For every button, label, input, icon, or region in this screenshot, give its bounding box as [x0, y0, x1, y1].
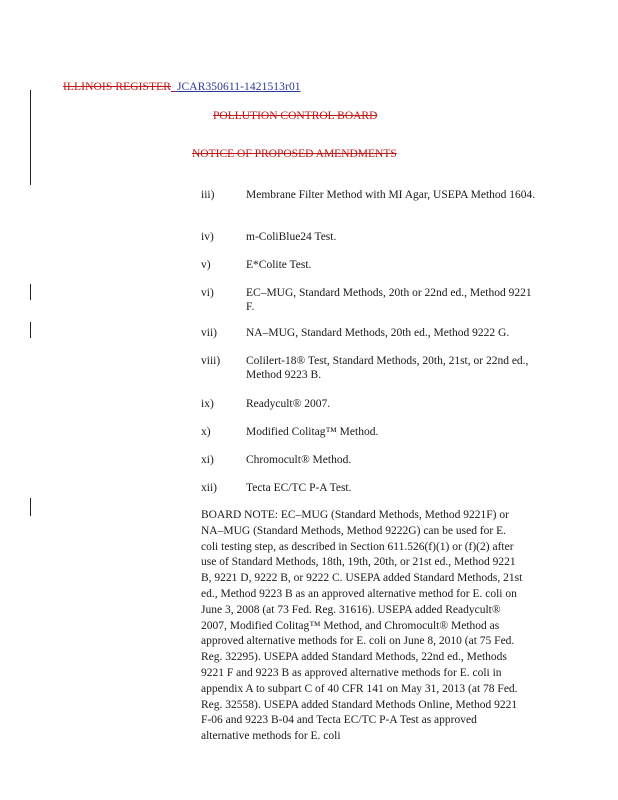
- item-number: vii): [201, 327, 217, 339]
- board-title: POLLUTION CONTROL BOARD: [213, 110, 378, 122]
- list-item: [201, 354, 541, 384]
- list-item: [201, 230, 541, 246]
- change-bar: [30, 90, 31, 185]
- item-text: Chromocult® Method.: [246, 454, 352, 466]
- item-number: iv): [201, 231, 214, 243]
- register-title: ILLINOIS REGISTER: [63, 81, 172, 93]
- item-text: Tecta EC/TC P-A Test.: [246, 482, 352, 494]
- list-item: [201, 425, 541, 441]
- list-item: [201, 258, 541, 274]
- item-number: vi): [201, 287, 214, 299]
- item-number: ix): [201, 398, 214, 410]
- register-header: [63, 81, 301, 93]
- board-note-text: EC–MUG (Standard Methods, Method 9221F) or NA–MUG (Standard Methods, Method 9222G) can be used for E. coli testing step, as described in Section 611.526(f)(1) or (f)(2) after use of Standard Methods, 18th, 19th, 20th, or 21st ed., Method 9221 B, 9221 D, 9222 B, or 9222 C. USEPA added Standard Methods, 21st ed., Method 9223 B as an approved alternative method for E. coli on June 3, 2008 (at 73 Fed. Reg. 31616). USEPA added Readycult® 2007, Modified Colitag™ Method, and Chromocult® Method as approved alternative methods for E. coli on June 8, 2010 (at 75 Fed. Reg. 32295). USEPA added Standard Methods, 22nd ed., Methods 9221 F and 9223 B as approved alternative methods for E. coli in appendix A to subpart C of 40 CFR 141 on May 31, 2013 (at 78 Fed. Reg. 32558). USEPA added Standard Methods Online, Method 9221 F-06 and 9223 B-04 and Tecta EC/TC P-A Test as approved alternative methods for E. coli: [201, 509, 523, 743]
- list-item: [201, 286, 541, 316]
- item-text: Membrane Filter Method with MI Agar, USEPA Method 1604.: [246, 189, 536, 201]
- board-note-label: BOARD NOTE:: [201, 509, 278, 521]
- item-number: xii): [201, 482, 217, 494]
- item-number: xi): [201, 454, 214, 466]
- item-text: EC–MUG, Standard Methods, 20th or 22nd ed., Method 9221 F.: [246, 287, 532, 313]
- item-number: iii): [201, 189, 215, 201]
- list-item: [201, 453, 541, 469]
- item-text: E*Colite Test.: [246, 259, 312, 271]
- list-item: [201, 326, 541, 342]
- item-text: Readycult® 2007.: [246, 398, 331, 410]
- item-text: Modified Colitag™ Method.: [246, 426, 379, 438]
- board-note: [201, 508, 525, 745]
- change-bar: [30, 284, 31, 300]
- list-item: [201, 397, 541, 413]
- item-number: v): [201, 259, 211, 271]
- list-item: [201, 481, 541, 497]
- item-text: Colilert-18® Test, Standard Methods, 20th, 21st, or 22nd ed., Method 9223 B.: [246, 355, 529, 381]
- document-id-link[interactable]: _JCAR350611-1421513r01: [171, 81, 301, 93]
- item-text: NA–MUG, Standard Methods, 20th ed., Method 9222 G.: [246, 327, 510, 339]
- item-text: m-ColiBlue24 Test.: [246, 231, 337, 243]
- notice-title: NOTICE OF PROPOSED AMENDMENTS: [192, 148, 397, 160]
- list-item: [201, 188, 541, 218]
- item-number: x): [201, 426, 211, 438]
- item-number: viii): [201, 355, 221, 367]
- change-bar: [30, 498, 31, 516]
- change-bar: [30, 322, 31, 338]
